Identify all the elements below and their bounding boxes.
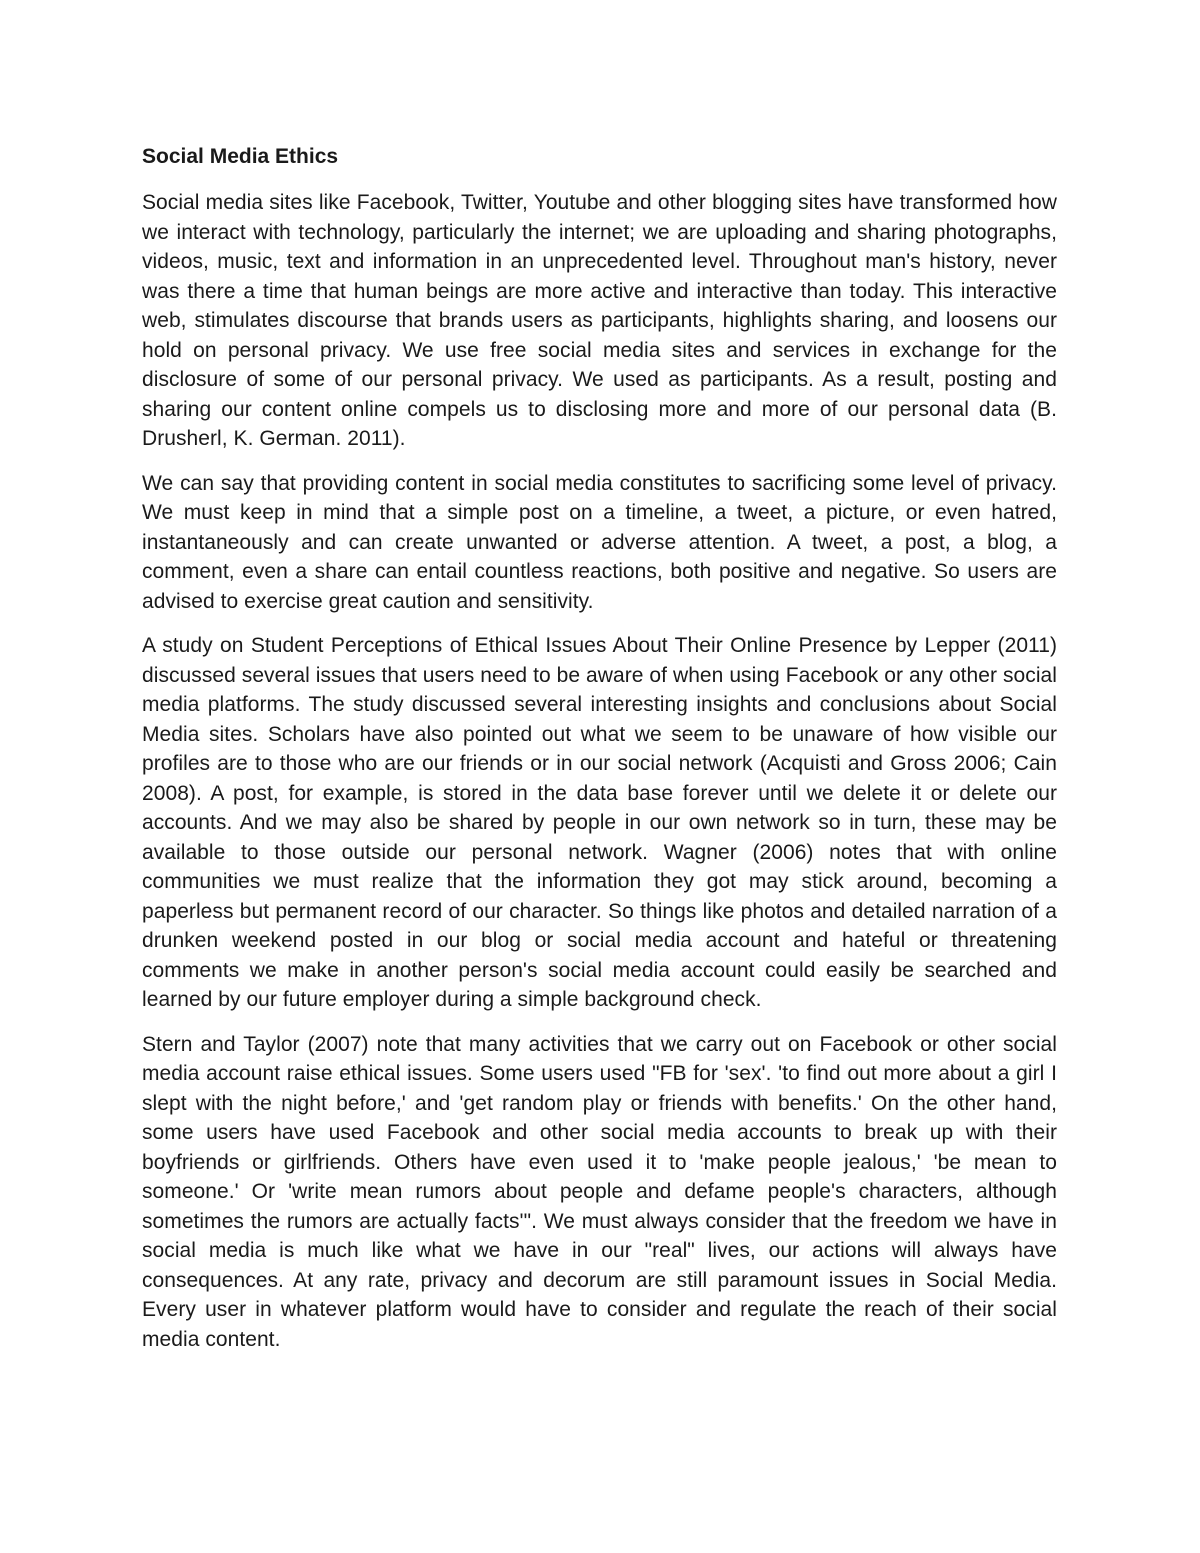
document-title: Social Media Ethics bbox=[142, 145, 339, 168]
paragraph-1: Social media sites like Facebook, Twitter, Youtube and other blogging sites have transformed how we interact with technology, particularly the internet; we are uploading and sharing photographs, videos, music, text and information in an unprecedented level. Throughout man's history, never was there a time that human beings are more active and interactive than today. This interactive web, stimulates discourse that brands users as participants, highlights sharing, and loosens our hold on personal privacy. We use free social media sites and services in exchange for the disclosure of some of our personal privacy. We used as participants. As a result, posting and sharing our content online compels us to disclosing more and more of our personal data (B. Drusherl, K. German. 2011). bbox=[142, 191, 1057, 450]
paragraph-3: A study on Student Perceptions of Ethical Issues About Their Online Presence by Lepper (2011) discussed several issues that users need to be aware of when using Facebook or any other social media platforms. The study discussed several interesting insights and conclusions about Social Media sites. Scholars have also pointed out what we seem to be unaware of how visible our profiles are to those who are our friends or in our social network (Acquisti and Gross 2006; Cain 2008). A post, for example, is stored in the data base forever until we delete it or delete our accounts. And we may also be shared by people in our own network so in turn, these may be available to those outside our personal network. Wagner (2006) notes that with online communities we must realize that the information they got may stick around, becoming a paperless but permanent record of our character. So things like photos and detailed narration of a drunken weekend posted in our blog or social media account and hateful or threatening comments we make in another person's social media account could easily be searched and learned by our future employer during a simple background check. bbox=[142, 634, 1057, 1011]
document-body bbox=[142, 143, 1057, 1369]
paragraph-4: Stern and Taylor (2007) note that many activities that we carry out on Facebook or other social media account raise ethical issues. Some users used "FB for 'sex'. 'to find out more about a girl I slept with the night before,' and 'get random play or friends with benefits.' On the other hand, some users have used Facebook and other social media accounts to break up with their boyfriends or girlfriends. Others have even used it to 'make people jealous,' 'be mean to someone.' Or 'write mean rumors about people and defame people's characters, although sometimes the rumors are actually facts'". We must always consider that the freedom we have in social media is much like what we have in our "real" lives, our actions will always have consequences. At any rate, privacy and decorum are still paramount issues in Social Media. Every user in whatever platform would have to consider and regulate the reach of their social media content. bbox=[142, 1032, 1057, 1351]
paragraph-2: We can say that providing content in social media constitutes to sacrificing some level of privacy. We must keep in mind that a simple post on a timeline, a tweet, a picture, or even hatred, instantaneously and can create unwanted or adverse attention. A tweet, a post, a blog, a comment, even a share can entail countless reactions, both positive and negative. So users are advised to exercise great caution and sensitivity. bbox=[142, 471, 1057, 613]
